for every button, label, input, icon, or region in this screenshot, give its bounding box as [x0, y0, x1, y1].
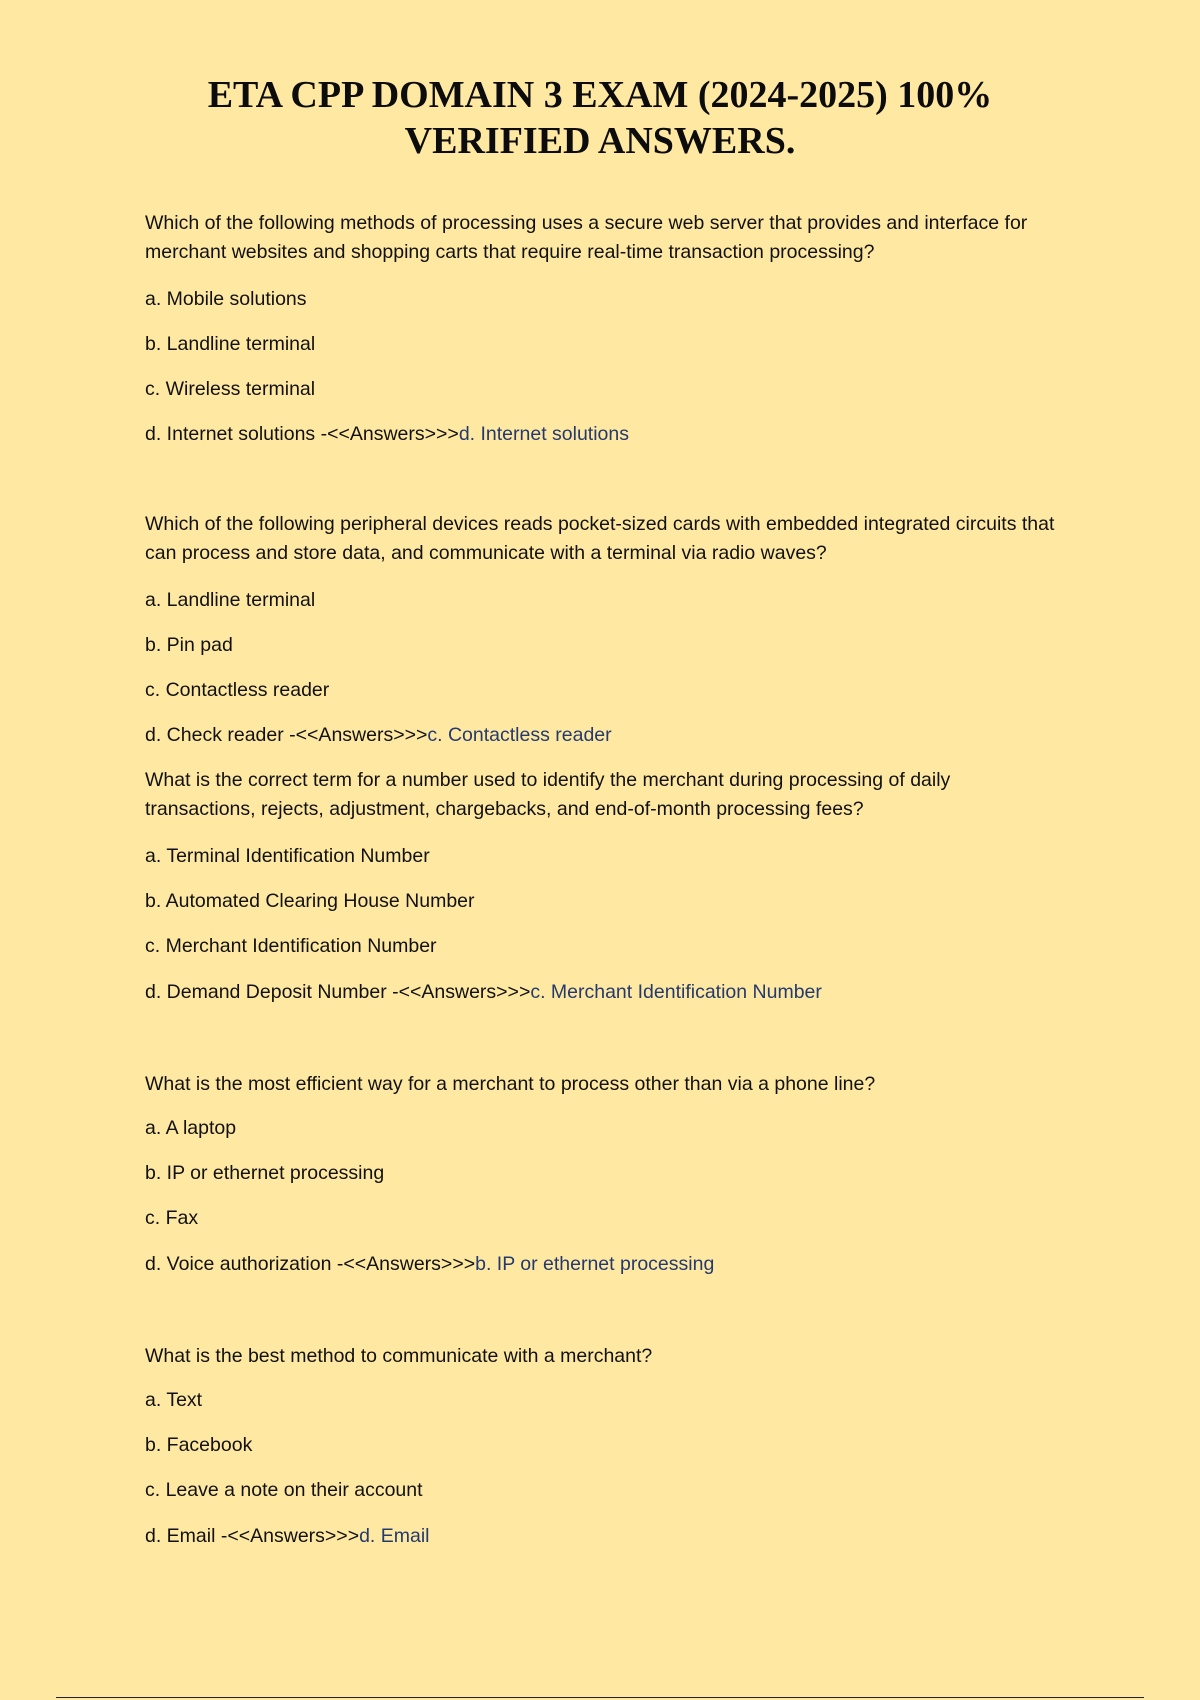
- page-title: [0, 72, 1200, 164]
- question-3-answer: c. Merchant Identification Number: [530, 981, 822, 1003]
- question-2-option-d: [145, 722, 1065, 748]
- question-5-option-a: a. Text: [145, 1389, 203, 1411]
- question-2-answer-separator: -<<Answers>>>: [283, 724, 428, 746]
- question-2-option-c: c. Contactless reader: [145, 679, 330, 701]
- question-4-option-a: a. A laptop: [145, 1117, 237, 1139]
- question-2-option-b: b. Pin pad: [145, 634, 233, 656]
- question-1-option-d-text: d. Internet solutions: [145, 423, 316, 445]
- question-1-answer-separator: -<<Answers>>>: [315, 423, 459, 445]
- question-5-answer: d. Email: [359, 1525, 430, 1547]
- question-2-option-d-text: d. Check reader: [145, 724, 284, 746]
- question-4-answer-separator: -<<Answers>>>: [331, 1253, 476, 1275]
- question-3-option-b: b. Automated Clearing House Number: [145, 890, 475, 912]
- question-4-option-b: b. IP or ethernet processing: [145, 1162, 385, 1184]
- question-4-option-d: [145, 1251, 1065, 1277]
- question-5-option-d: [145, 1523, 1065, 1549]
- title-line-2: VERIFIED ANSWERS.: [404, 120, 796, 162]
- question-5-answer-separator: -<<Answers>>>: [215, 1525, 360, 1547]
- question-5-text: What is the best method to communicate with a merchant?: [145, 1345, 653, 1367]
- question-4-option-c: c. Fax: [145, 1207, 199, 1229]
- question-1-answer: d. Internet solutions: [458, 423, 629, 445]
- question-1-option-a: a. Mobile solutions: [145, 288, 307, 310]
- question-5-option-d-text: d. Email: [145, 1525, 216, 1547]
- question-3-option-a: a. Terminal Identification Number: [145, 845, 430, 867]
- question-3-option-c: c. Merchant Identification Number: [145, 935, 437, 957]
- question-2-option-a: a. Landline terminal: [145, 589, 316, 611]
- question-1-text: Which of the following methods of processing uses a secure web server that provides and interface for merchant websites and shopping carts that require real-time transaction processing?: [145, 212, 1028, 263]
- question-2-text: Which of the following peripheral devices reads pocket-sized cards with embedded integrated circuits that can process and store data, and communicate with a terminal via radio waves?: [145, 513, 1055, 564]
- question-3-option-d-text: d. Demand Deposit Number: [145, 981, 387, 1003]
- question-1-option-c: c. Wireless terminal: [145, 378, 316, 400]
- question-4-text: What is the most efficient way for a merchant to process other than via a phone line?: [145, 1073, 876, 1095]
- title-line-1: ETA CPP DOMAIN 3 EXAM (2024-2025) 100%: [207, 74, 993, 116]
- question-5-option-b: b. Facebook: [145, 1434, 253, 1456]
- question-3-text: What is the correct term for a number used to identify the merchant during processing of daily transactions, rejects, adjustment, chargebacks, and end-of-month processing fees?: [145, 769, 951, 820]
- question-1-option-b: b. Landline terminal: [145, 333, 316, 355]
- question-3-option-d: [145, 979, 1065, 1005]
- question-1-option-d: [145, 421, 1065, 447]
- question-4-answer: b. IP or ethernet processing: [475, 1253, 715, 1275]
- question-5-option-c: c. Leave a note on their account: [145, 1479, 423, 1501]
- question-3-answer-separator: -<<Answers>>>: [386, 981, 531, 1003]
- question-4-option-d-text: d. Voice authorization: [145, 1253, 332, 1275]
- footer-divider: [56, 1697, 1144, 1698]
- question-2-answer: c. Contactless reader: [427, 724, 612, 746]
